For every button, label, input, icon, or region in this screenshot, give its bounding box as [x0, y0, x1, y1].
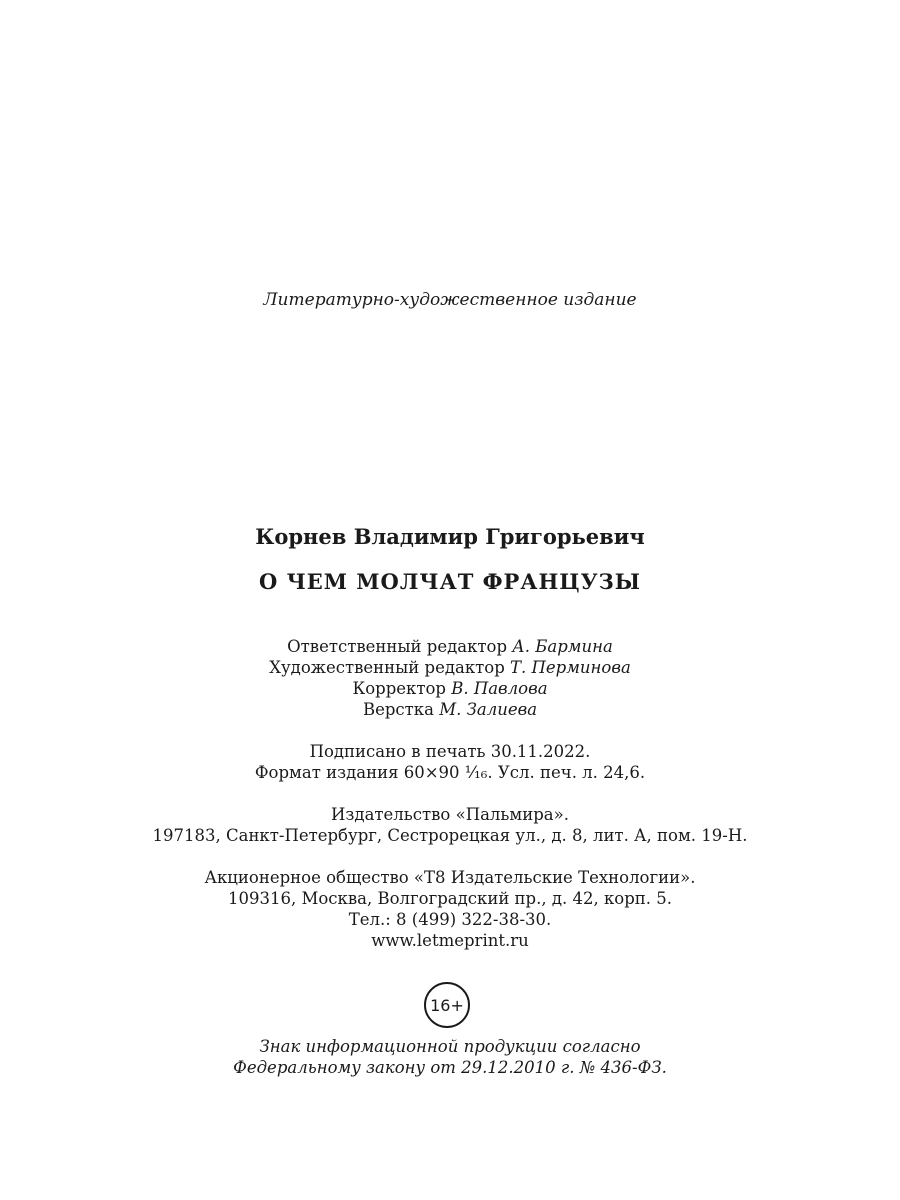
author-name: Корнев Владимир Григорьевич — [255, 524, 645, 549]
credit-name: В. Павлова — [451, 679, 548, 698]
law-notice-block — [0, 1036, 900, 1078]
law-notice-line: Федеральному закону от 29.12.2010 г. № 436-ФЗ. — [233, 1058, 667, 1077]
age-rating-badge: 16+ — [424, 982, 470, 1028]
credit-role: Ответственный редактор — [287, 637, 508, 656]
publisher-address: 197183, Санкт-Петербург, Сестрорецкая ул., д. 8, лит. А, пом. 19-Н. — [152, 826, 748, 845]
credit-name: Т. Перминова — [510, 658, 631, 677]
publisher-name: Издательство «Пальмира». — [331, 805, 569, 824]
credit-name: М. Залиева — [439, 700, 538, 719]
book-title: О ЧЕМ МОЛЧАТ ФРАНЦУЗЫ — [258, 569, 642, 594]
credit-role: Корректор — [352, 679, 446, 698]
printer-website: www.letmeprint.ru — [371, 931, 529, 950]
credit-line-proofreader — [0, 678, 900, 699]
print-info-block — [0, 741, 900, 783]
printer-phone: Тел.: 8 (499) 322-38-30. — [348, 910, 552, 929]
printer-address: 109316, Москва, Волгоградский пр., д. 42, корп. 5. — [227, 889, 673, 908]
printer-name: Акционерное общество «Т8 Издательские Технологии». — [204, 868, 696, 887]
publisher-block — [0, 804, 900, 846]
credit-role: Художественный редактор — [269, 658, 505, 677]
print-signed-date: Подписано в печать 30.11.2022. — [309, 742, 591, 761]
credit-line-layout — [0, 699, 900, 720]
credits-block — [0, 636, 900, 720]
law-notice-line: Знак информационной продукции согласно — [259, 1037, 641, 1056]
printer-block — [0, 867, 900, 951]
credit-role: Верстка — [362, 700, 434, 719]
credit-line-editor — [0, 636, 900, 657]
credit-line-art-editor — [0, 657, 900, 678]
print-format: Формат издания 60×90 ¹⁄₁₆. Усл. печ. л. 24,6. — [254, 763, 646, 782]
credit-name: А. Бармина — [512, 637, 613, 656]
edition-genre: Литературно-художественное издание — [263, 290, 637, 310]
